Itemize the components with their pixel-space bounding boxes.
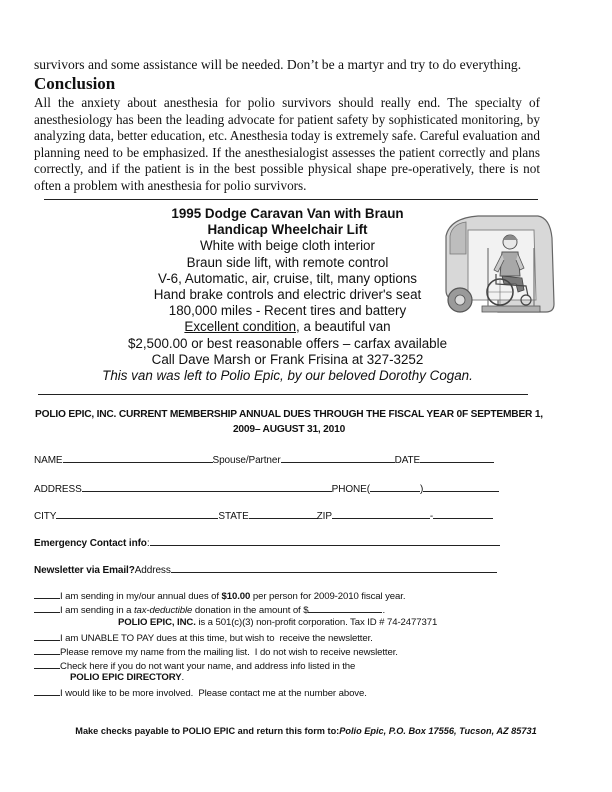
zip-extension-field[interactable] [433,508,493,519]
date-label: DATE [394,455,421,466]
ad-line: White with beige cloth interior [200,238,375,254]
donation-checkbox-row [34,603,385,616]
address-label: ADDRESS [34,484,82,495]
newsletter-address-label: Address [134,565,171,576]
directory-name: POLIO EPIC DIRECTORY [70,672,182,683]
van-advertisement [80,206,495,384]
membership-dues-title: POLIO EPIC, INC. CURRENT MEMBERSHIP ANNUAL DUES THROUGH THE FISCAL YEAR 0F SEPTEMBER 1, 2009– AUGUST 31, 2010 [35,409,543,435]
address-field[interactable] [82,481,332,492]
address-row [34,481,499,495]
date-field[interactable] [420,452,494,463]
ad-line: V-6, Automatic, air, cruise, tilt, many options [158,270,417,286]
ad-line: $2,500.00 or best reasonable offers – carfax available [127,335,448,351]
zip-dash: - [429,511,434,522]
emergency-colon: : [146,538,150,549]
dues-checkbox-row [34,589,405,602]
ad-dedication: This van was left to Polio Epic, by our beloved Dorothy Cogan. [102,368,473,384]
ad-line: 180,000 miles - Recent tires and battery [168,303,407,319]
ad-title-line2: Handicap Wheelchair Lift [207,222,368,238]
city-row [34,508,493,522]
phone-close-paren: ) [419,484,424,495]
donation-text-mid: donation in the amount of $ [192,605,309,616]
dues-text: I am sending in my/our annual dues of [60,591,222,602]
spouse-field[interactable] [281,452,395,463]
nonprofit-notice [118,617,437,628]
emergency-contact-label: Emergency Contact info [34,538,147,549]
unable-to-pay-text: I am UNABLE TO PAY dues at this time, but wish to receive the newsletter. [60,633,373,644]
unable-to-pay-check-blank[interactable] [34,631,60,641]
mailing-address: Polio Epic, P.O. Box 17556, Tucson, AZ 85731 [339,726,537,736]
donation-amount-field[interactable] [308,603,382,613]
emergency-contact-row [34,535,500,549]
phone-label: PHONE( [331,484,370,495]
phone-area-code-field[interactable] [370,481,420,492]
zip-field[interactable] [332,508,430,519]
spouse-label: Spouse/Partner [212,455,281,466]
intro-text: survivors and some assistance will be needed. Don’t be a martyr and try to do everything. [34,57,522,72]
newsletter-email-field[interactable] [171,562,497,573]
divider-bottom [38,394,528,395]
ad-condition-underlined: Excellent condition [184,319,297,335]
unable-to-pay-row [34,631,373,644]
conclusion-heading: Conclusion [34,74,116,93]
emergency-contact-field[interactable] [150,535,500,546]
more-involved-text: I would like to be more involved. Please contact me at the number above. [60,688,367,699]
directory-optout-text: Check here if you do not want your name, and address info listed in the [60,661,356,672]
remove-text: Please remove my name from the mailing list. I do not wish to receive newsletter. [60,647,398,658]
ad-title-line1: 1995 Dodge Caravan Van with Braun [171,206,404,221]
payment-instructions [34,726,578,736]
ad-condition-line [80,319,495,335]
divider-top [44,199,538,200]
name-field[interactable] [63,452,213,463]
donation-text: I am sending in a [60,605,134,616]
name-label: NAME [34,455,63,466]
state-label: STATE [218,511,249,522]
ad-line: Braun side lift, with remote control [186,254,389,270]
payment-instructions-text: Make checks payable to POLIO EPIC and return this form to: [75,726,340,736]
directory-check-blank[interactable] [34,659,60,669]
dues-text-end: per person for 2009-2010 fiscal year. [250,591,406,602]
ad-condition-rest: , a beautiful van [296,319,391,335]
conclusion-paragraph: All the anxiety about anesthesia for polio survivors should really end. The specialty of anesthesiology has been the leading advocate for patient safety by sophisticated monitoring, by analyzing data, better education, etc. Anesthesia today is extremely safe. Careful evaluation and planning need to be emphasized. If the anesthesialogist assesses the patient correctly and plans correctly, and if the patient is in the best possible physical shape pre-operatively, there is not often a problem with anesthesia for polio survivors. [34,95,540,193]
van-wheelchair-lift-illustration [438,208,556,324]
directory-optout-row [34,659,355,672]
donation-tax-deductible: tax-deductible [133,605,193,616]
newsletter-email-row [34,562,497,576]
phone-number-field[interactable] [423,481,499,492]
newsletter-email-label: Newsletter via Email? [34,565,135,576]
donation-check-blank[interactable] [34,603,60,613]
name-row [34,452,494,466]
donation-period: . [382,605,386,616]
zip-label: ZIP [316,511,332,522]
directory-period: . [181,672,185,683]
city-label: CITY [34,511,57,522]
ad-line: Hand brake controls and electric driver's seat [153,287,422,303]
remove-from-list-row [34,645,398,658]
dues-check-blank[interactable] [34,589,60,599]
directory-name-line [70,672,184,683]
nonprofit-org-name: POLIO EPIC, INC. [118,617,196,628]
remove-check-blank[interactable] [34,645,60,655]
ad-line: Call Dave Marsh or Frank Frisina at 327-3252 [151,351,424,367]
involved-check-blank[interactable] [34,686,60,696]
state-field[interactable] [249,508,317,519]
city-field[interactable] [56,508,218,519]
nonprofit-text: is a 501(c)(3) non-profit corporation. Tax ID # 74-2477371 [195,617,438,628]
more-involved-row [34,686,367,699]
dues-amount: $10.00 [221,591,251,602]
